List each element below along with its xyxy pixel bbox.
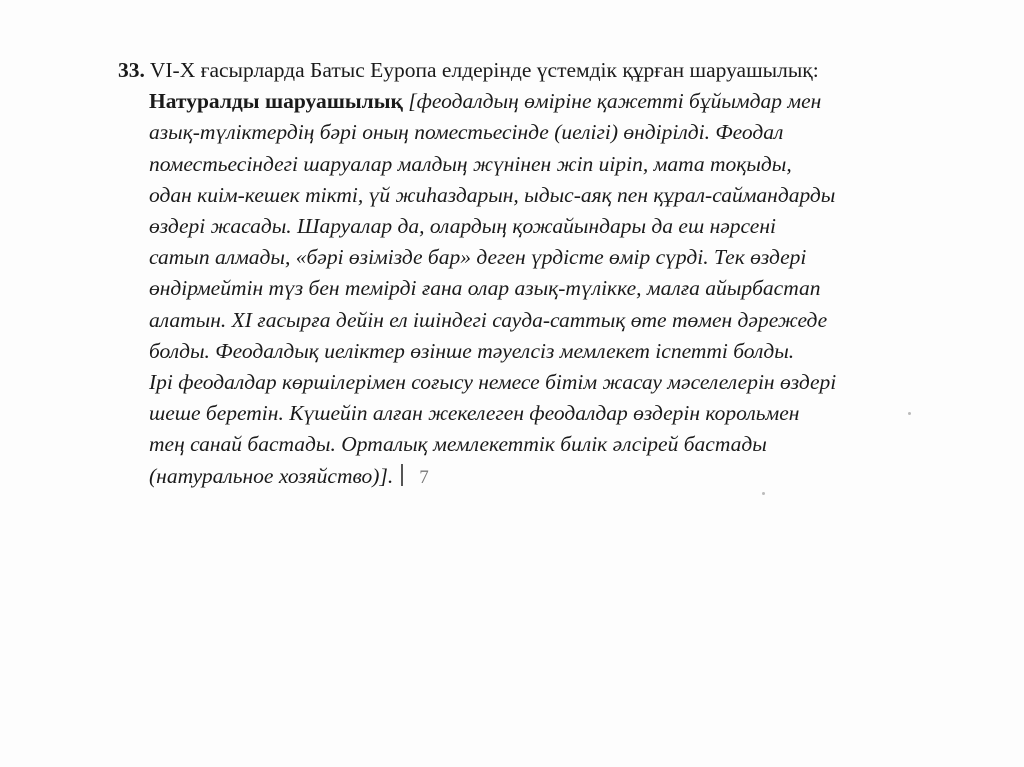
answer-line-1 [118, 86, 978, 117]
answer-line: азық-түліктердің бәрі оның поместьесінде (иелігі) өндірілді. Феодал [149, 120, 784, 145]
text-cursor-mark [401, 464, 403, 486]
answer-line: сатып алмады, «бәрі өзімізде бар» деген үрдісте өмір сүрді. Тек өздері [149, 245, 807, 270]
answer-line: одан киім-кешек тікті, үй жиһаздарын, ыдыс-аяқ пен құрал-саймандарды [149, 182, 836, 207]
answer-last-line [118, 461, 978, 493]
question-number: 33. [118, 58, 145, 82]
answer-line: Ірі феодалдар көршілерімен соғысу немесе бітім жасау мәселелерін өздері [149, 370, 837, 395]
answer-line: алатын. XI ғасырға дейін ел ішіндегі сауда-саттық өте төмен дәрежеде [149, 307, 828, 332]
answer-heading: Натуралды шаруашылық [149, 89, 403, 114]
answer-line: тең санай бастады. Орталық мемлекеттік билік әлсірей бастады [149, 432, 767, 457]
question-block [118, 55, 978, 493]
question-text: VI-X ғасырларда Батыс Еуропа елдерінде үстемдік құрған шаруашылық: [149, 58, 819, 82]
answer-line: болды. Феодалдық иеліктер өзінше тәуелсіз мемлекет іспетті болды. [149, 338, 795, 363]
answer-text: (натуральное хозяйство)]. [149, 463, 394, 488]
scan-speck [762, 492, 765, 495]
answer-line: өздері жасады. Шаруалар да, олардың қожайындары да еш нәрсені [149, 214, 776, 239]
answer-text: [феодалдың өміріне қажетті бұйымдар мен [408, 89, 822, 114]
answer-line: шеше беретін. Күшейіп алған жекелеген феодалдар өздерін корольмен [149, 401, 800, 426]
answer-line: поместьесіндегі шаруалар малдың жүнінен жіп иіріп, мата тоқыды, [149, 151, 792, 176]
answer-line: өндірмейтін түз бен темірді ғана олар азық-түлікке, малға айырбастап [149, 276, 821, 301]
scan-speck [908, 412, 911, 415]
question-line [118, 55, 978, 86]
stray-mark: 7 [419, 466, 429, 488]
